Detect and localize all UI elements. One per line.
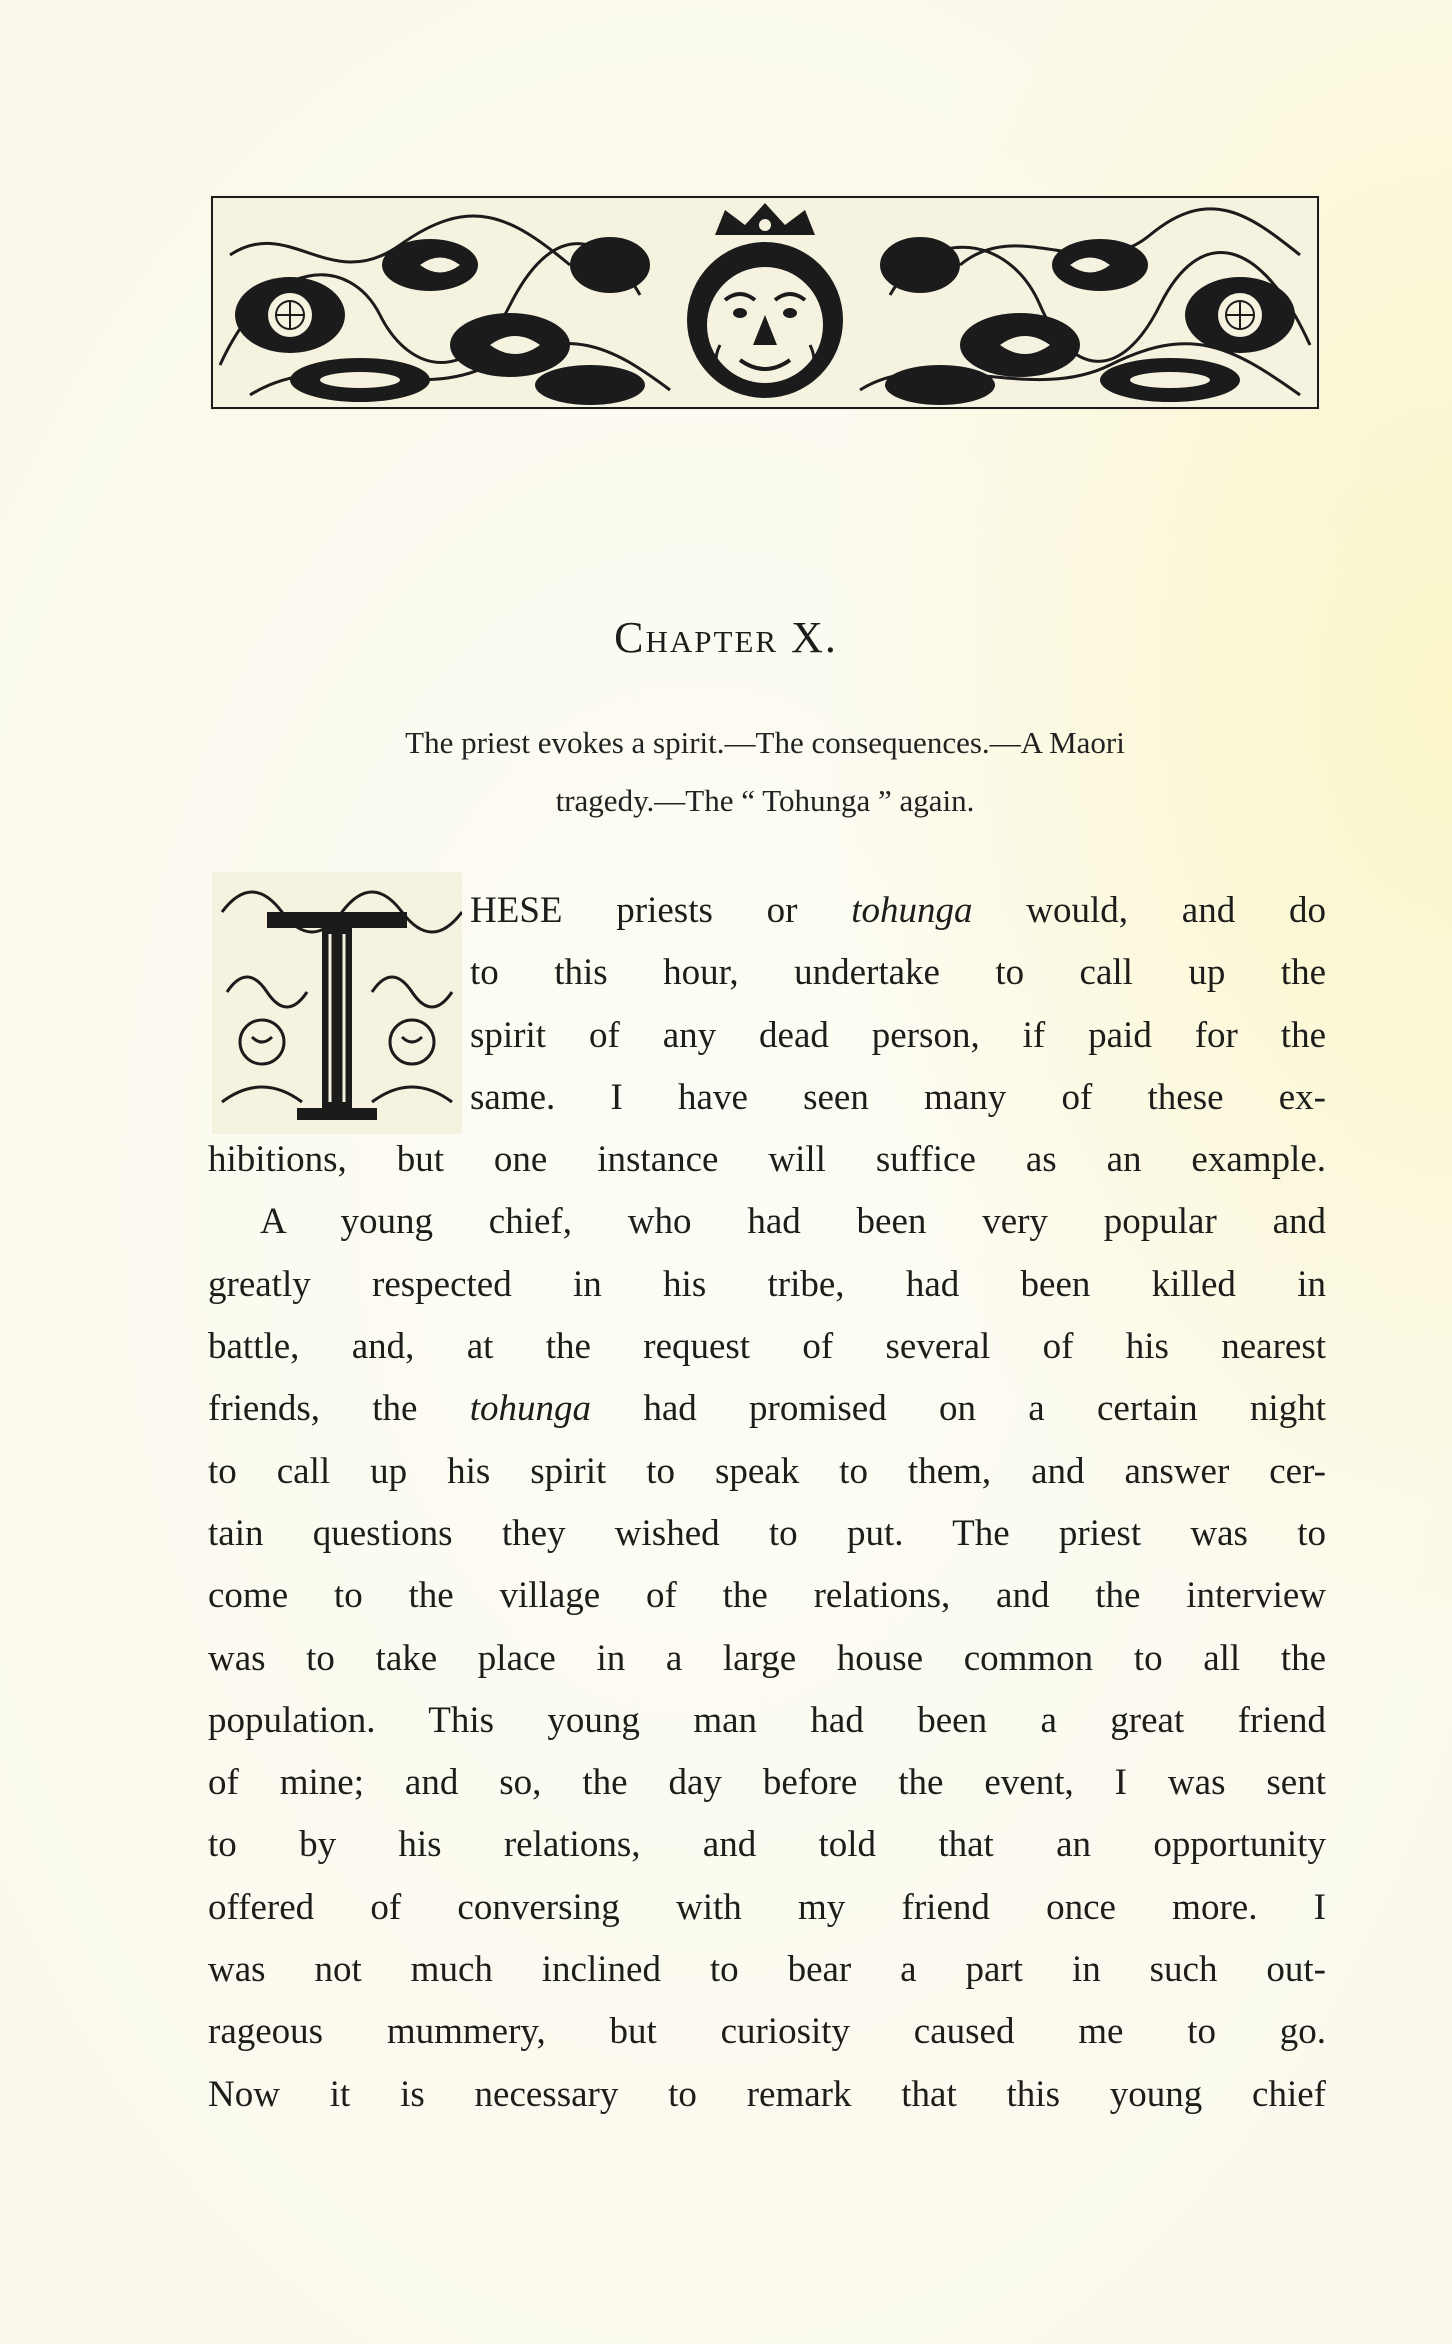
body-line: to this hour, undertake to call up the (470, 952, 1326, 994)
body-line: of mine; and so, the day before the event, I was sent (208, 1762, 1326, 1804)
body-line: to call up his spirit to speak to them, and answer cer- (208, 1450, 1326, 1492)
text-run: had promised on a certain night (591, 1388, 1326, 1430)
chapter-synopsis (205, 714, 1325, 830)
body-text (208, 880, 1326, 2126)
body-line: A young chief, who had been very popular and (260, 1201, 1326, 1243)
synopsis-line: The priest evokes a spirit.—The consequences.—A Maori (405, 725, 1125, 760)
text-run: would, and do (972, 890, 1326, 931)
body-line: was not much inclined to bear a part in such out- (208, 1949, 1326, 1991)
synopsis-line: tragedy.—The “ Tohunga ” again. (555, 783, 975, 818)
body-line: Now it is necessary to remark that this young chief (208, 2073, 1326, 2115)
body-line: hibitions, but one instance will suffice as an example. (208, 1139, 1326, 1181)
text-run: friends, the (208, 1388, 470, 1430)
body-line: offered of conversing with my friend once more. I (208, 1886, 1326, 1928)
body-line: was to take place in a large house common to all the (208, 1637, 1326, 1679)
body-line (208, 1378, 1326, 1440)
body-line: rageous mummery, but curiosity caused me to go. (208, 2011, 1326, 2053)
italic-term: tohunga (469, 1388, 592, 1430)
body-line: greatly respected in his tribe, had been killed in (208, 1263, 1326, 1305)
body-line: battle, and, at the request of several of his nearest (208, 1326, 1326, 1368)
chapter-title: Chapter X. (614, 613, 838, 662)
drop-cap-text: T (336, 1012, 338, 1013)
body-line: spirit of any dead person, if paid for the (470, 1014, 1326, 1056)
text-run: HESE priests or (470, 890, 852, 931)
body-line: come to the village of the relations, and the interview (208, 1575, 1326, 1617)
body-line (470, 880, 1326, 942)
italic-term: tohunga (851, 890, 973, 931)
body-line: to by his relations, and told that an opportunity (208, 1824, 1326, 1866)
ornamental-headpiece (210, 195, 1320, 410)
body-line: population. This young man had been a great friend (208, 1699, 1326, 1741)
body-line: tain questions they wished to put. The priest was to (208, 1512, 1326, 1554)
body-line: same. I have seen many of these ex- (470, 1076, 1326, 1118)
